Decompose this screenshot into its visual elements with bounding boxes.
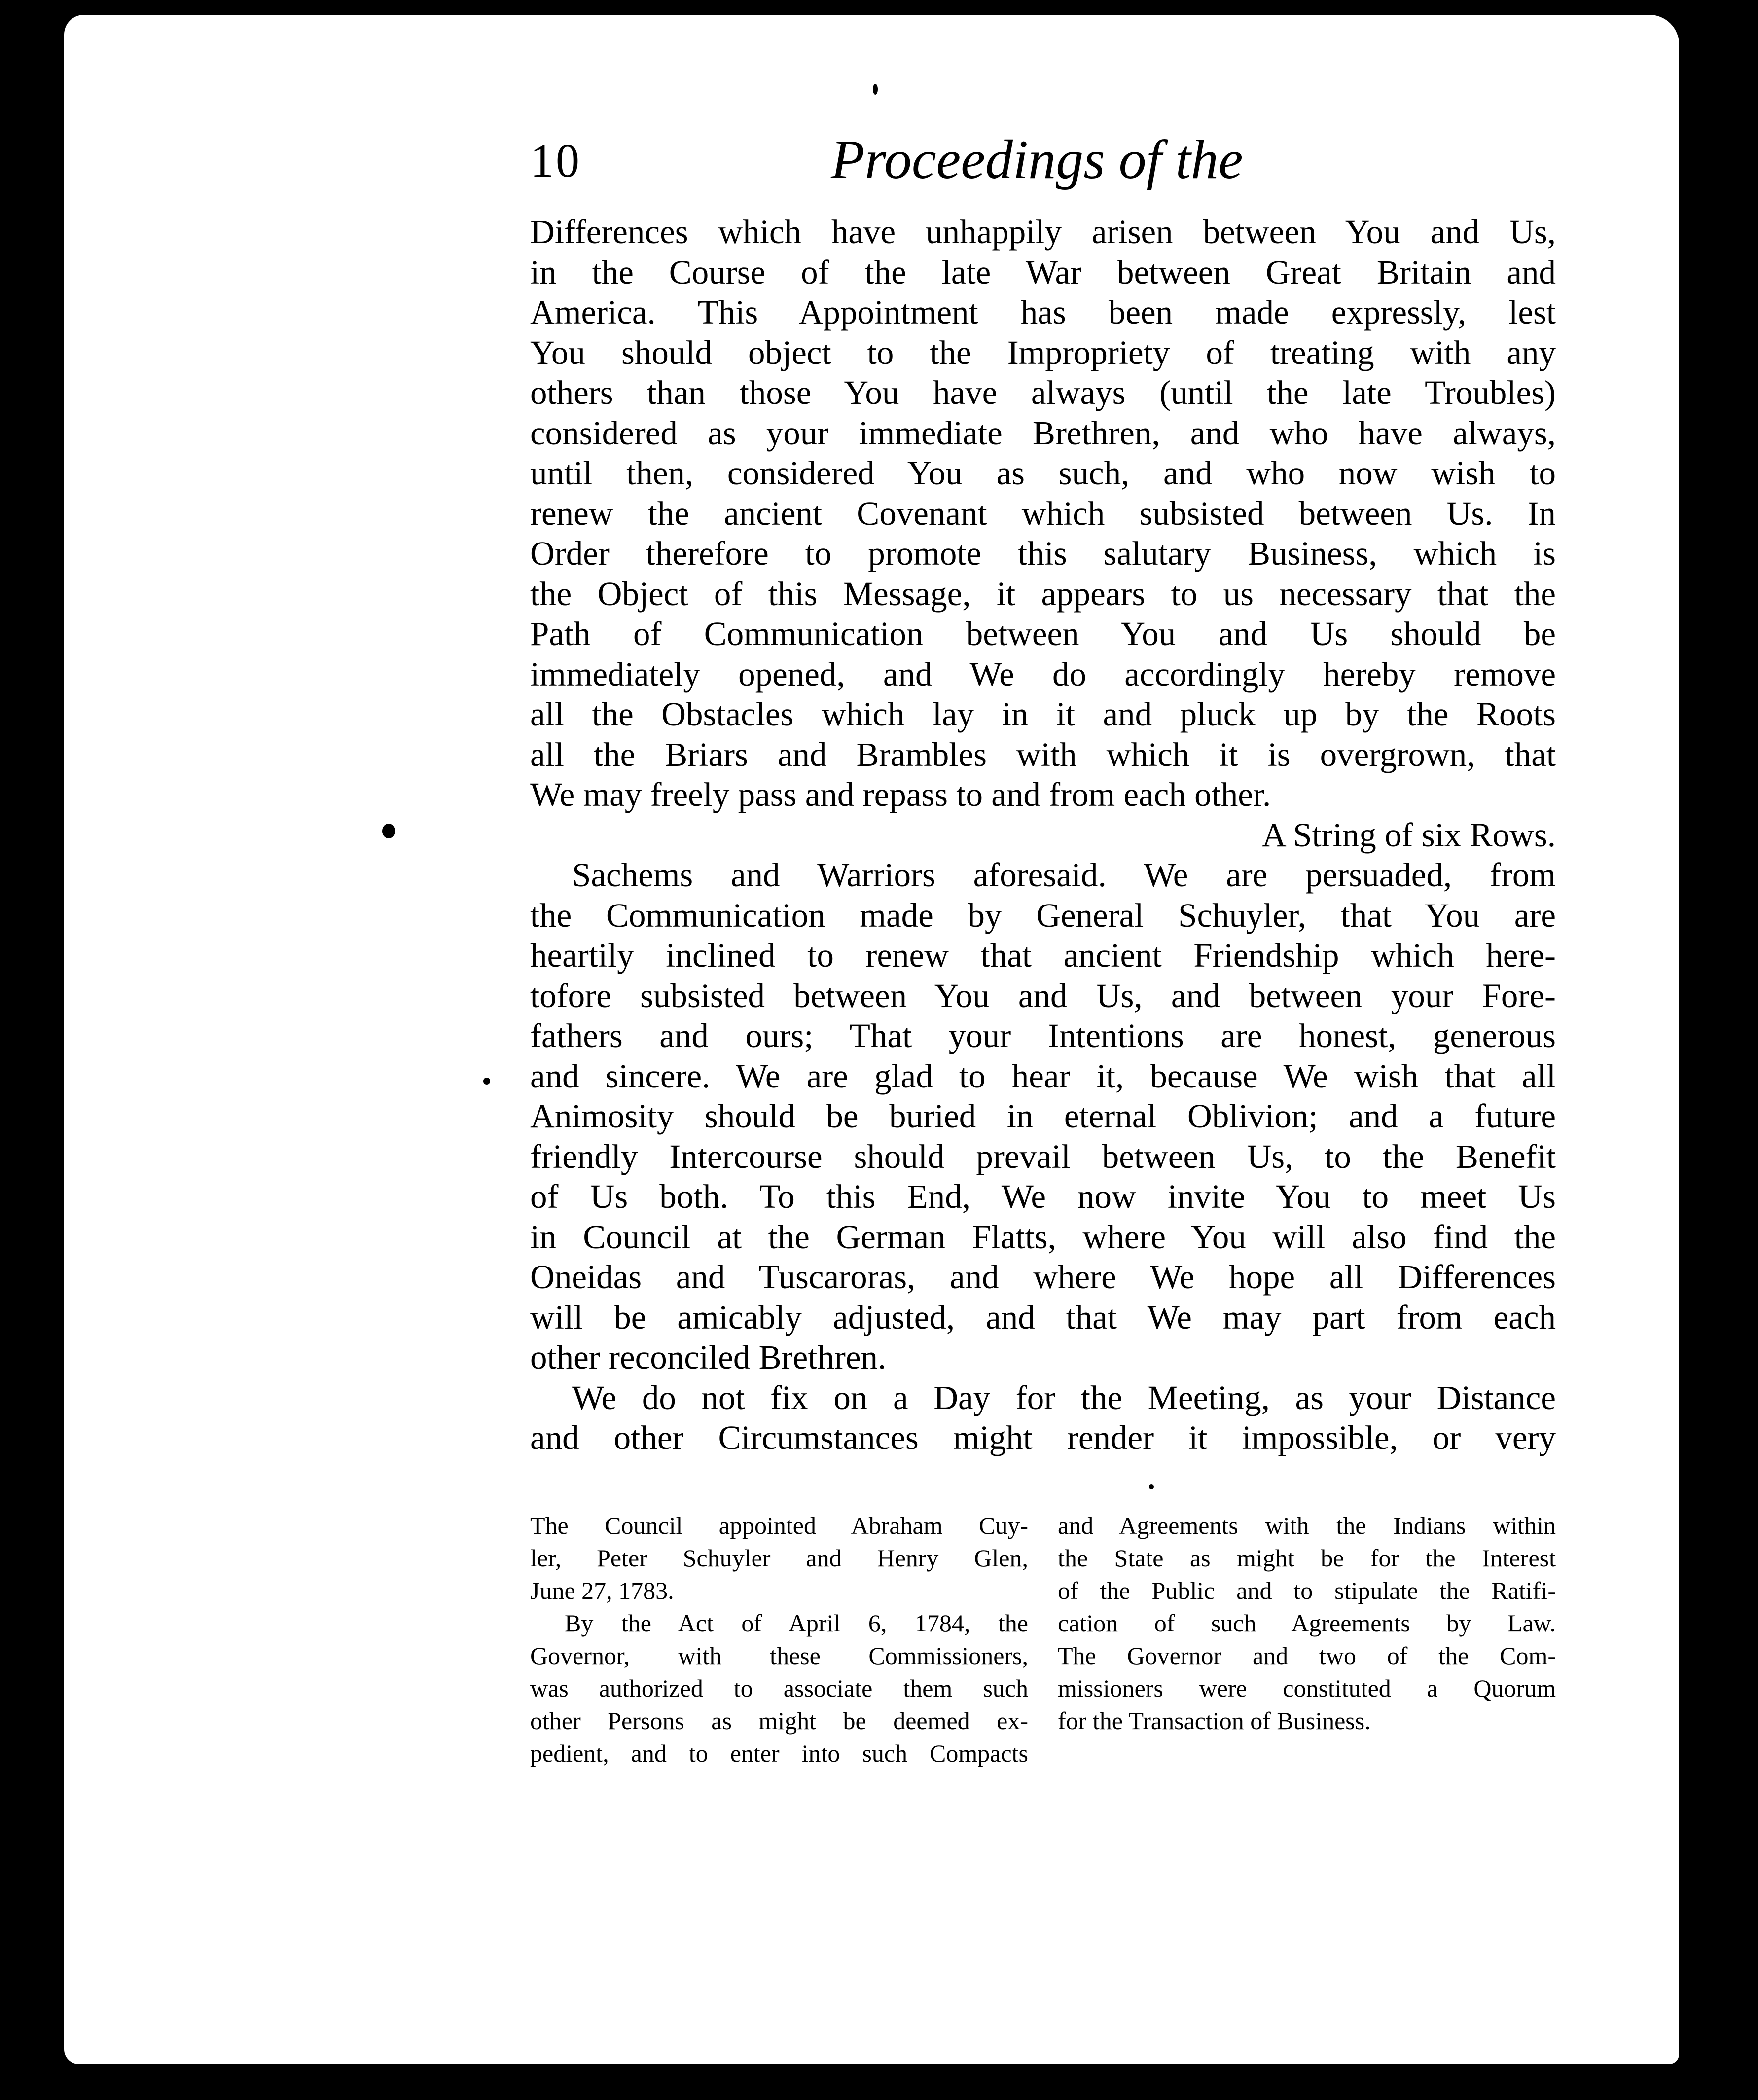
footnote-line: for the Transaction of Business. — [1058, 1707, 1371, 1735]
text-line: the Communication made by General Schuyler, that You are — [530, 896, 1556, 934]
text-line: others than those You have always (until the late Troubles) — [530, 374, 1556, 411]
footnote-line: ler, Peter Schuyler and Henry Glen, — [530, 1544, 1028, 1572]
text-line: Path of Communication between You and Us should be — [530, 615, 1556, 652]
text-line: in Council at the German Flatts, where You will also find the — [530, 1218, 1556, 1256]
footnote-line: the State as might be for the Interest — [1058, 1544, 1556, 1572]
ink-speck — [873, 84, 878, 95]
ink-speck — [382, 824, 395, 838]
wampum-note: A String of six Rows. — [1261, 816, 1556, 854]
text-line: America. This Appointment has been made expressly, lest — [530, 293, 1556, 331]
text-line: considered as your immediate Brethren, and who have always, — [530, 414, 1556, 452]
footnote-line: Governor, with these Commissioners, — [530, 1642, 1028, 1669]
text-line: Order therefore to promote this salutary Business, which is — [530, 535, 1556, 572]
text-line: all the Briars and Brambles with which it is overgrown, that — [530, 735, 1556, 773]
running-title: Proceedings of the — [831, 129, 1243, 190]
ink-speck — [1149, 1484, 1154, 1489]
text-line: tofore subsisted between You and Us, and between your Fore- — [530, 977, 1556, 1014]
text-line: Differences which have unhappily arisen between You and Us, — [530, 213, 1556, 251]
text-line: Animosity should be buried in eternal Oblivion; and a future — [530, 1097, 1556, 1135]
footnote-line: cation of such Agreements by Law. — [1058, 1609, 1556, 1637]
footnote-line: missioners were constituted a Quorum — [1058, 1674, 1556, 1702]
footnote-column-right — [1058, 1509, 1556, 1737]
text-line: heartily inclined to renew that ancient Friendship which here- — [530, 937, 1556, 974]
text-line: friendly Intercourse should prevail between Us, to the Benefit — [530, 1137, 1556, 1175]
text-line: of Us both. To this End, We now invite You to meet Us — [530, 1178, 1556, 1215]
text-line: renew the ancient Covenant which subsisted between Us. In — [530, 494, 1556, 532]
footnote-line: of the Public and to stipulate the Ratifi- — [1058, 1577, 1556, 1604]
text-line: We do not fix on a Day for the Meeting, as your Distance — [572, 1378, 1556, 1416]
text-line: Sachems and Warriors aforesaid. We are persuaded, from — [572, 856, 1556, 894]
footnote-line: The Council appointed Abraham Cuy- — [530, 1512, 1028, 1539]
running-head — [530, 129, 1556, 197]
text-line: all the Obstacles which lay in it and pluck up by the Roots — [530, 695, 1556, 733]
text-line: until then, considered You as such, and who now wish to — [530, 454, 1556, 492]
footnote-line: June 27, 1783. — [530, 1577, 674, 1604]
body-text — [530, 212, 1556, 1458]
text-line: in the Course of the late War between Great Britain and — [530, 253, 1556, 291]
text-line: other reconciled Brethren. — [530, 1339, 887, 1376]
text-line: immediately opened, and We do accordingly hereby remove — [530, 655, 1556, 693]
footnote-line: pedient, and to enter into such Compacts — [530, 1739, 1028, 1767]
page-number: 10 — [530, 134, 581, 187]
footnote-line: The Governor and two of the Com- — [1058, 1642, 1556, 1669]
text-line: Oneidas and Tuscaroras, and where We hope all Differences — [530, 1258, 1556, 1296]
text-line: the Object of this Message, it appears to us necessary that the — [530, 575, 1556, 613]
text-line: and other Circumstances might render it impossible, or very — [530, 1419, 1556, 1456]
text-line: fathers and ours; That your Intentions are honest, generous — [530, 1017, 1556, 1054]
footnote-column-left — [530, 1509, 1028, 1770]
footnote-line: other Persons as might be deemed ex- — [530, 1707, 1028, 1735]
text-line: and sincere. We are glad to hear it, because We wish that all — [530, 1057, 1556, 1095]
text-line: We may freely pass and repass to and from each other. — [530, 776, 1271, 813]
ink-speck — [483, 1078, 490, 1085]
text-line: You should object to the Impropriety of treating with any — [530, 333, 1556, 371]
footnote-line: By the Act of April 6, 1784, the — [565, 1609, 1028, 1637]
footnote-line: and Agreements with the Indians within — [1058, 1512, 1556, 1539]
footnote-line: was authorized to associate them such — [530, 1674, 1028, 1702]
text-line: will be amicably adjusted, and that We may part from each — [530, 1298, 1556, 1336]
